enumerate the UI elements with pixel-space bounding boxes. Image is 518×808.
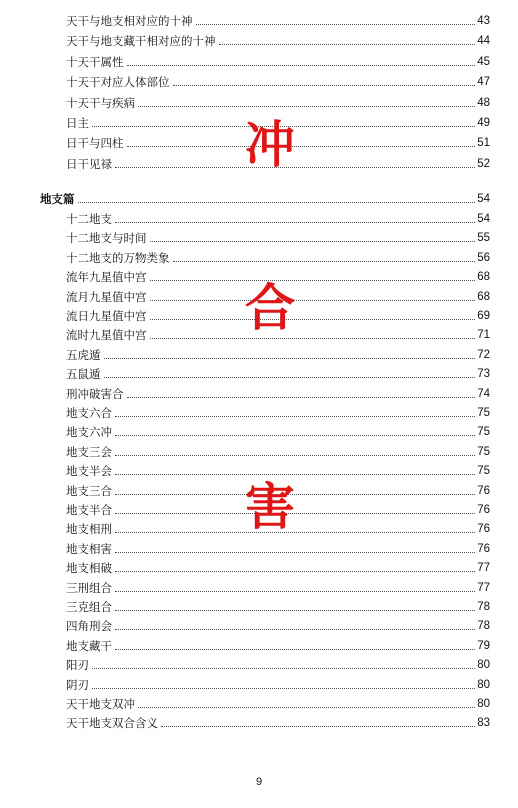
toc-entry-label: 地支相破 [66, 561, 112, 576]
toc-entry-page: 75 [477, 426, 490, 439]
toc-entry-page: 75 [477, 445, 490, 458]
toc-entry-page: 51 [477, 137, 490, 150]
overlay-mark-chong: 冲 [245, 116, 295, 174]
toc-entry-page: 69 [477, 310, 490, 322]
toc-entry-label: 刑冲破害合 [66, 386, 124, 401]
dot-leader [219, 44, 476, 45]
toc-entry-label: 十天干对应人体部位 [66, 75, 170, 90]
toc-entry-label: 地支半会 [66, 464, 112, 479]
dot-leader [127, 65, 476, 66]
toc-entry-label: 地支相害 [66, 541, 112, 556]
dot-leader [115, 591, 475, 592]
toc-entry[interactable] [66, 695, 490, 713]
dot-leader [196, 24, 476, 25]
dot-leader [115, 435, 475, 436]
dot-leader [150, 338, 476, 339]
toc-entry-page: 79 [477, 639, 490, 652]
toc-entry-page: 54 [477, 213, 490, 225]
dot-leader [104, 377, 476, 378]
toc-entry-label: 阴刃 [66, 677, 89, 692]
toc-entry-label: 天干地支双合含义 [66, 716, 158, 731]
toc-entry-page: 74 [477, 387, 490, 400]
toc-entry[interactable] [66, 656, 490, 674]
dot-leader [150, 241, 476, 242]
dot-leader [115, 610, 475, 611]
dot-leader [150, 280, 476, 281]
toc-entry-label: 地支相刑 [66, 522, 112, 537]
toc-entry-page: 75 [477, 407, 490, 419]
toc-entry-page: 78 [477, 620, 490, 633]
toc-entry[interactable] [66, 346, 490, 364]
toc-entry[interactable] [66, 637, 490, 655]
toc-entry-label: 地支三会 [66, 444, 112, 459]
toc-entry-page: 68 [477, 271, 490, 284]
toc-entry-label: 五虎遁 [66, 347, 101, 362]
toc-entry[interactable] [66, 559, 490, 577]
toc-entry-page: 75 [477, 465, 490, 478]
toc-entry[interactable] [66, 53, 490, 71]
toc-entry-label: 日主 [66, 116, 89, 130]
toc-entry-page: 72 [477, 348, 490, 361]
toc-entry-page: 80 [477, 698, 490, 710]
dot-leader [138, 707, 475, 708]
toc-entry-page: 44 [477, 35, 490, 48]
toc-entry-page: 78 [477, 601, 490, 613]
toc-entry-label: 十天干与疾病 [66, 95, 135, 110]
toc-entry-page: 52 [477, 157, 490, 170]
toc-entry-page: 76 [477, 484, 490, 497]
toc-entry-label: 三刑组合 [66, 580, 112, 595]
toc-entry-page: 54 [477, 193, 490, 205]
dot-leader [173, 261, 476, 262]
toc-entry-label: 日干与四柱 [66, 136, 124, 151]
toc-entry-page: 77 [477, 562, 490, 575]
toc-entry[interactable] [66, 229, 490, 247]
toc-entry-page: 76 [477, 542, 490, 555]
toc-entry[interactable] [66, 443, 490, 461]
toc-entry-label: 四角刑会 [66, 619, 112, 634]
toc-entry-label: 五鼠遁 [66, 367, 101, 382]
toc-entry-page: 80 [477, 659, 490, 672]
toc-entry-label: 三克组合 [66, 600, 112, 614]
toc-entry-label: 流月九星值中宫 [66, 289, 147, 304]
toc-entry[interactable] [66, 617, 490, 635]
toc-entry-page: 45 [477, 55, 490, 68]
toc-entry[interactable] [66, 540, 490, 558]
toc-entry-label: 地支半合 [66, 503, 112, 517]
dot-leader [127, 397, 476, 398]
dot-leader [115, 474, 475, 475]
page-number: 9 [255, 776, 263, 788]
dot-leader [78, 202, 476, 203]
toc-entry-page: 68 [477, 290, 490, 303]
toc-entry[interactable] [66, 598, 490, 616]
toc-entry-page: 49 [477, 117, 490, 129]
toc-entry-label: 天干地支双冲 [66, 697, 135, 711]
toc-entry[interactable] [66, 385, 490, 403]
toc-entry-page: 83 [477, 717, 490, 730]
toc-entry-label: 地支六冲 [66, 425, 112, 440]
dot-leader [92, 668, 475, 669]
toc-entry-page: 43 [477, 15, 490, 27]
toc-entry-page: 48 [477, 96, 490, 109]
toc-entry-label: 十天干属性 [66, 54, 124, 69]
toc-entry[interactable] [66, 12, 490, 30]
toc-entry-page: 80 [477, 678, 490, 691]
toc-entry-label: 流年九星值中宫 [66, 270, 147, 285]
toc-entry-label: 流时九星值中宫 [66, 328, 147, 343]
toc-entry-page: 76 [477, 523, 490, 536]
toc-entry-page: 55 [477, 232, 490, 245]
toc-entry-label: 十二地支的万物类象 [66, 250, 170, 265]
dot-leader [173, 85, 476, 86]
dot-leader [115, 552, 475, 553]
toc-entry-label: 日干见禄 [66, 156, 112, 171]
dot-leader [138, 106, 475, 107]
toc-entry-page: 56 [477, 251, 490, 264]
toc-entry-label: 十二地支 [66, 212, 112, 226]
dot-leader [115, 571, 475, 572]
toc-entry-page: 76 [477, 504, 490, 516]
dot-leader [161, 726, 475, 727]
toc-entry[interactable] [66, 94, 490, 112]
overlay-mark-hai: 害 [245, 478, 295, 536]
dot-leader [115, 416, 475, 417]
dot-leader [92, 688, 475, 689]
toc-entry[interactable] [66, 423, 490, 441]
toc-entry[interactable] [66, 365, 490, 383]
toc-entry-page: 73 [477, 368, 490, 381]
toc-entry[interactable] [66, 404, 490, 422]
overlay-mark-he: 合 [245, 279, 295, 337]
toc-entry-page: 77 [477, 581, 490, 594]
dot-leader [104, 358, 476, 359]
toc-entry[interactable] [66, 210, 490, 228]
toc-entry-label: 阳刃 [66, 658, 89, 673]
toc-entry[interactable] [66, 32, 490, 50]
toc-entry-page: 47 [477, 76, 490, 89]
dot-leader [115, 649, 475, 650]
toc-entry-label: 十二地支与时间 [66, 231, 147, 246]
toc-entry-label: 地支六合 [66, 406, 112, 420]
toc-entry-label: 地支三合 [66, 483, 112, 498]
toc-entry[interactable] [66, 676, 490, 694]
toc-entry[interactable] [66, 714, 490, 732]
dot-leader [150, 300, 476, 301]
toc-entry-label: 天干与地支相对应的十神 [66, 14, 193, 28]
dot-leader [115, 455, 475, 456]
toc-entry-label: 天干与地支藏干相对应的十神 [66, 34, 216, 49]
toc-entry[interactable] [66, 249, 490, 267]
dot-leader [150, 319, 476, 320]
toc-entry-label: 地支篇 [40, 192, 75, 206]
dot-leader [115, 222, 475, 223]
toc-entry[interactable] [66, 73, 490, 91]
toc-section-heading[interactable] [40, 190, 490, 208]
toc-entry[interactable] [66, 579, 490, 597]
toc-entry-page: 71 [477, 329, 490, 342]
toc-entry-label: 地支藏干 [66, 638, 112, 653]
dot-leader [115, 629, 475, 630]
toc-entry-label: 流日九星值中宫 [66, 309, 147, 323]
